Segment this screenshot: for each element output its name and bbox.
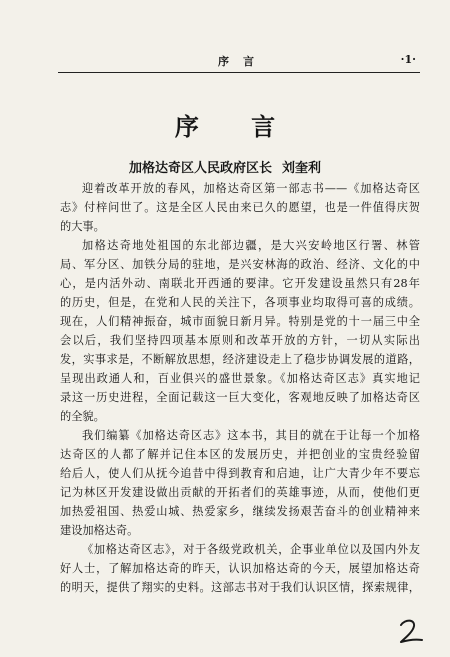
running-title: 序言 (218, 55, 268, 68)
paragraph-2-line-7: 发，实事求是，不断解放思想，经济建设走上了稳步协调发展的道路， (60, 353, 420, 366)
paragraph-2-line-1: 加格达奇地处祖国的东北部边疆，是大兴安岭地区行署、林管 (82, 239, 420, 252)
paragraph-2-line-5: 现在，人们精神振奋，城市面貌日新月异。特别是党的十一届三中全 (60, 315, 420, 328)
handwritten-mark (396, 616, 426, 646)
page-title: 序 言 (174, 112, 298, 141)
paragraph-2-line-10: 的全貌。 (60, 410, 105, 423)
page-number: ·1· (400, 53, 416, 66)
paragraph-3-line-2: 达奇区的人都了解并记住本区的发展历史，并把创业的宝贵经验留 (60, 448, 420, 461)
header-rule (58, 72, 420, 73)
author-line (0, 157, 450, 176)
paragraph-1-line-1: 迎着改革开放的春风，加格达奇区第一部志书——《加格达奇区 (82, 182, 420, 195)
paragraph-3-line-1: 我们编纂《加格达奇区志》这本书，其目的就在于让每一个加格 (82, 429, 420, 442)
paragraph-2-line-9: 录这一历史进程，全面记载这一巨大变化，客观地反映了加格达奇区 (60, 391, 420, 404)
paragraph-2-line-8: 呈现出政通人和，百业俱兴的盛世景象。《加格达奇区志》真实地记 (60, 372, 420, 385)
paragraph-4-line-1: 《加格达奇区志》，对于各级党政机关，企事业单位以及国内外友 (82, 543, 420, 556)
paragraph-2-line-4: 的历史，但是，在党和人民的关注下，各项事业均取得可喜的成绩。 (60, 296, 420, 309)
paragraph-1-line-2: 志》付梓问世了。这是全区人民由来已久的愿望，也是一件值得庆贺 (60, 201, 420, 214)
paragraph-2-line-2: 局、军分区、加铁分局的驻地，是兴安林海的政治、经济、文化的中 (60, 258, 420, 271)
author-name: 刘奎利 (282, 161, 322, 176)
paragraph-3-line-5: 加热爱祖国、热爱山城、热爱家乡，继续发扬艰苦奋斗的创业精神来 (60, 505, 420, 518)
paragraph-2-line-6: 会以后，我们坚持四项基本原则和改革开放的方针，一切从实际出 (60, 334, 420, 347)
paragraph-3-line-3: 给后人，使人们从抚今追昔中得到教育和启迪，让广大青少年不要忘 (60, 467, 420, 480)
paragraph-2-line-3: 心，是内活外动、南联北开西通的要津。它开发建设虽然只有28年 (60, 277, 420, 290)
running-header (58, 53, 416, 69)
paragraph-1-line-3: 的大事。 (60, 220, 105, 233)
paragraph-3-line-6: 建设加格达奇。 (60, 524, 139, 537)
paragraph-4-line-2: 好人士，了解加格达奇的昨天，认识加格达奇的今天，展望加格达奇 (60, 562, 420, 575)
author-position: 加格达奇区人民政府区长 (128, 161, 272, 176)
paragraph-3-line-4: 记为林区开发建设做出贡献的开拓者们的英雄事迹，从而，使他们更 (60, 486, 420, 499)
paragraph-4-line-3: 的明天，提供了翔实的史料。这部志书对于我们认识区情，探索规律， (60, 581, 420, 594)
